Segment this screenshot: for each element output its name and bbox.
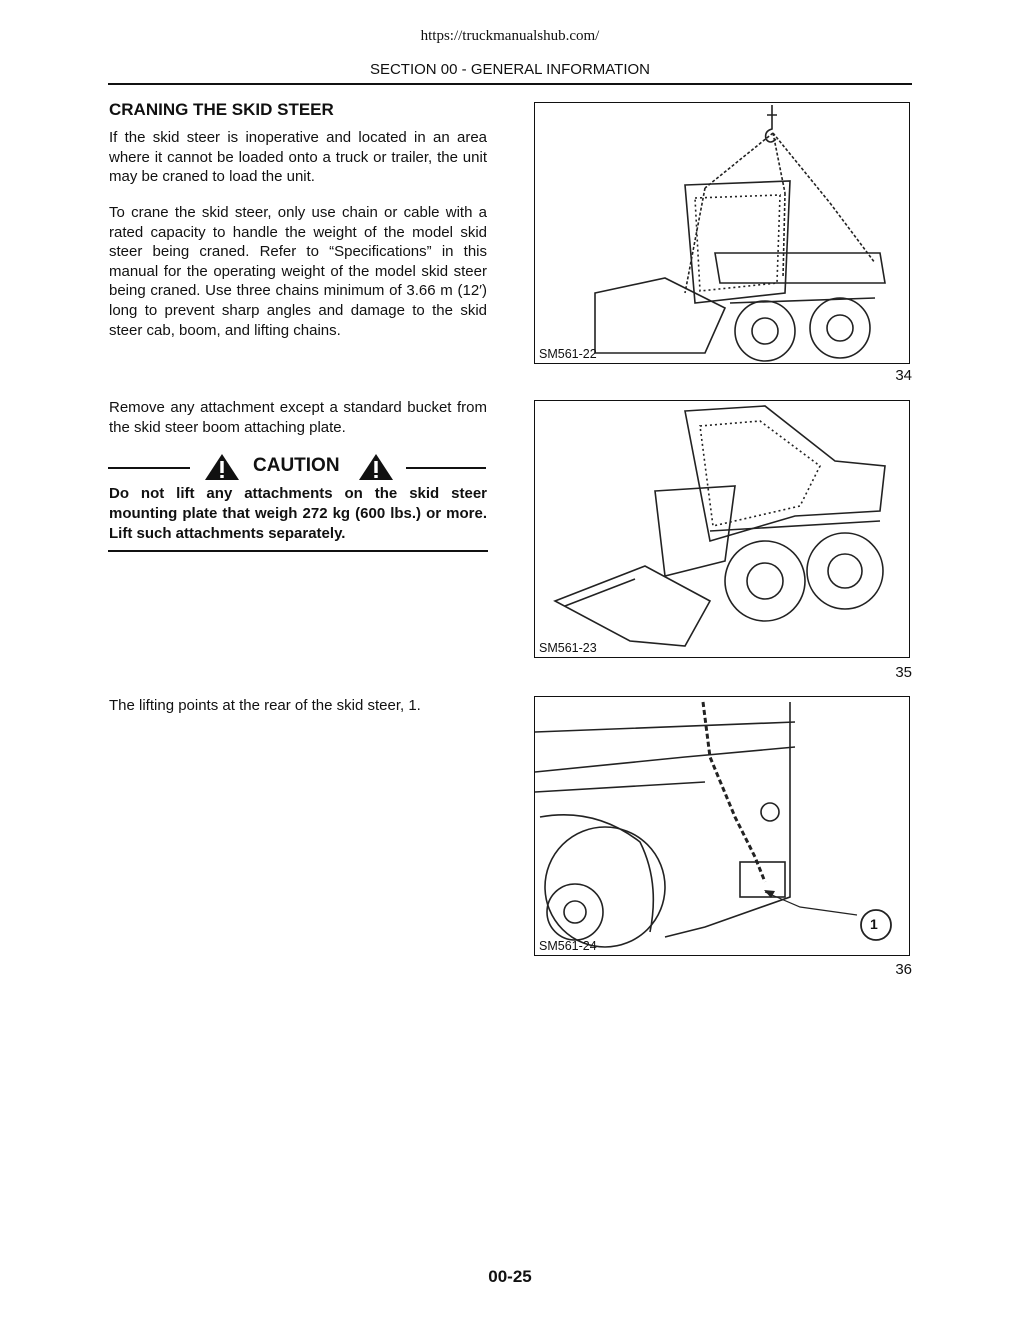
figure-code: SM561-23: [539, 641, 597, 655]
rear-lifting-point-drawing: [535, 697, 908, 954]
caution-rule-left: [108, 467, 190, 469]
warning-triangle-icon: [358, 453, 394, 481]
figure-number: 35: [895, 664, 912, 681]
caution-rule-right: [406, 467, 486, 469]
skid-steer-with-bucket-drawing: [535, 401, 908, 656]
figure-bucket-illustration: [534, 400, 910, 658]
paragraph-lifting-points: The lifting points at the rear of the skid steer, 1.: [109, 697, 421, 714]
caution-banner: [108, 452, 488, 482]
figure-craning-illustration: [534, 102, 910, 364]
source-url: https://truckmanualshub.com/: [420, 28, 600, 44]
paragraph-attachment: Remove any attachment except a standard bucket from the skid steer boom attaching plate.: [109, 399, 487, 436]
page-heading: CRANING THE SKID STEER: [109, 100, 334, 119]
figure-number: 36: [895, 961, 912, 978]
section-title: SECTION 00 - GENERAL INFORMATION: [369, 61, 651, 78]
figure-code: SM561-24: [539, 939, 597, 953]
paragraph-chains: To crane the skid steer, only use chain or cable with a rated capacity to handle the weight of the model skid steer being craned. Refer to “Specifications” in this manual for the operating weight of the model skid steer being craned. Use three chains minimum of 3.66 m (12′) long to prevent sharp angles and damage to the skid steer cab, boom, and lifting chains.: [109, 204, 487, 339]
figure-number: 34: [895, 367, 912, 384]
header-rule: [108, 83, 912, 85]
warning-triangle-icon: [204, 453, 240, 481]
figure-code: SM561-22: [539, 347, 597, 361]
callout-label: 1: [870, 916, 878, 932]
caution-text: Do not lift any attachments on the skid steer mounting plate that weigh 272 kg (600 lbs.) or more. Lift such attachments separately.: [109, 485, 487, 542]
figure-lifting-points-illustration: [534, 696, 910, 956]
paragraph-intro: If the skid steer is inoperative and located in an area where it cannot be loaded onto a truck or trailer, the unit may be craned to load the unit.: [109, 129, 487, 186]
caution-label: CAUTION: [253, 455, 340, 476]
caution-bottom-rule: [108, 550, 488, 552]
page-number: 00-25: [488, 1267, 532, 1286]
skid-steer-craned-drawing: [535, 103, 908, 362]
